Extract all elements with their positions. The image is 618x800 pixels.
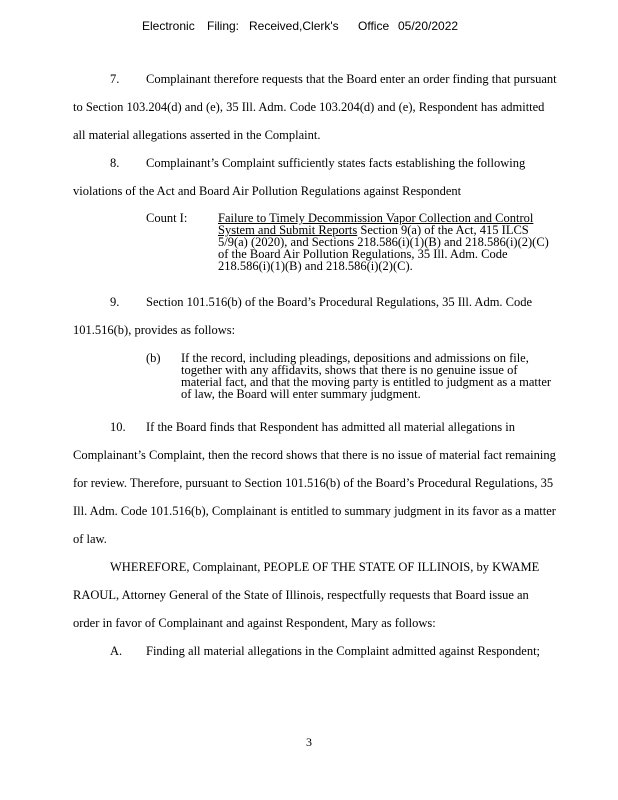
para8-number: 8.: [110, 156, 120, 170]
para10-line2: Complainant’s Complaint, then the record shows that there is no issue of material fact remaining: [73, 448, 556, 462]
item-a-text: Finding all material allegations in the Complaint admitted against Respondent;: [146, 644, 541, 658]
para10-line1: If the Board finds that Respondent has admitted all material allegations in: [146, 420, 516, 434]
para9-line1: Section 101.516(b) of the Board’s Procedural Regulations, 35 Ill. Adm. Code: [146, 295, 533, 309]
count-line4: of the Board Air Pollution Regulations, 35 Ill. Adm. Code: [218, 247, 508, 261]
para7-number: 7.: [110, 72, 120, 86]
count-text-line2: Section 9(a) of the Act, 415 ILCS: [357, 223, 529, 237]
item-a-label: A.: [110, 644, 123, 658]
quote-line4: of law, the Board will enter summary judgment.: [181, 387, 421, 401]
count-title-line2: System and Submit Reports: [218, 223, 358, 237]
para10-line5: of law.: [73, 532, 107, 546]
wherefore-line2: RAOUL, Attorney General of the State of Illinois, respectfully requests that Board issue an: [73, 588, 529, 602]
count-label: Count I:: [146, 211, 188, 225]
header-electronic: Electronic: [142, 19, 195, 33]
header-received: Received,Clerk's: [249, 19, 339, 33]
quote-label: (b): [146, 351, 161, 365]
para7-line3: all material allegations asserted in the Complaint.: [73, 128, 321, 142]
page-number: 3: [306, 735, 312, 749]
para10-line3: for review. Therefore, pursuant to Section 101.516(b) of the Board’s Procedural Regulations, 35: [73, 476, 554, 490]
para7-line1: Complainant therefore requests that the Board enter an order finding that pursuant: [146, 72, 557, 86]
para9-number: 9.: [110, 295, 120, 309]
quote-line2: together with any affidavits, shows that there is no genuine issue of: [181, 363, 518, 377]
quote-line3: material fact, and that the moving party is entitled to judgment as a matter: [181, 375, 552, 389]
header-date: 05/20/2022: [398, 19, 459, 33]
header-filing: Filing:: [207, 19, 240, 33]
wherefore-line3: order in favor of Complainant and against Respondent, Mary as follows:: [73, 616, 436, 630]
para8-line2: violations of the Act and Board Air Pollution Regulations against Respondent: [73, 184, 462, 198]
wherefore-line1: WHEREFORE, Complainant, PEOPLE OF THE STATE OF ILLINOIS, by KWAME: [110, 560, 540, 574]
para7-line2: to Section 103.204(d) and (e), 35 Ill. Adm. Code 103.204(d) and (e), Respondent has admitted: [73, 100, 545, 114]
count-title-line1: Failure to Timely Decommission Vapor Collection and Control: [218, 211, 534, 225]
count-line3: 5/9(a) (2020), and Sections 218.586(i)(1)(B) and 218.586(i)(2)(C): [218, 235, 549, 249]
para9-line2: 101.516(b), provides as follows:: [73, 323, 236, 337]
para8-line1: Complainant’s Complaint sufficiently states facts establishing the following: [146, 156, 526, 170]
para10-line4: Ill. Adm. Code 101.516(b), Complainant is entitled to summary judgment in its favor as a matter: [73, 504, 556, 518]
count-line5: 218.586(i)(1)(B) and 218.586(i)(2)(C).: [218, 259, 413, 273]
para10-number: 10.: [110, 420, 126, 434]
quote-line1: If the record, including pleadings, depositions and admissions on file,: [181, 351, 529, 365]
header-office: Office: [358, 19, 390, 33]
